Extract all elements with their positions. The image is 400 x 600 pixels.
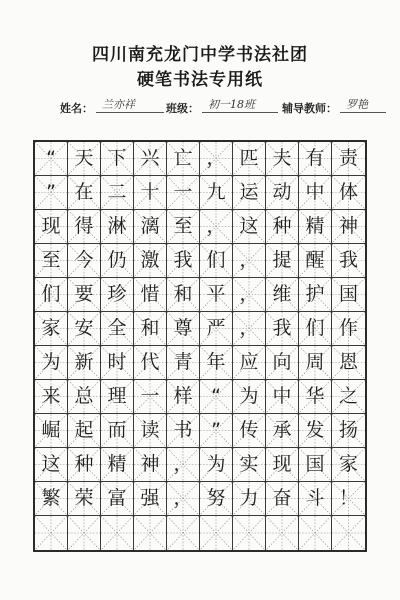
grid-cell (167, 482, 200, 516)
handwritten-character: ” (211, 419, 221, 441)
grid-cell (101, 380, 134, 414)
grid-cell (101, 210, 134, 244)
handwritten-character: 来 (41, 385, 61, 407)
grid-cell (35, 346, 68, 380)
handwritten-character: 应 (239, 351, 259, 373)
grid-cell (35, 244, 68, 278)
grid-cell (266, 210, 299, 244)
handwritten-character: 发 (305, 419, 325, 441)
grid-cell (233, 346, 266, 380)
grid-cell (101, 142, 134, 176)
grid-cell (101, 278, 134, 312)
handwritten-character: 精 (305, 215, 325, 237)
handwritten-character: 向 (272, 351, 292, 373)
handwritten-character (134, 516, 166, 550)
handwritten-character: 周 (305, 351, 325, 373)
handwritten-character: 而 (107, 419, 127, 441)
handwritten-character: 淋 (107, 215, 127, 237)
handwritten-character: “ (211, 385, 221, 407)
calligraphy-grid (35, 142, 365, 550)
handwritten-character: 精 (107, 453, 127, 475)
grid-cell (68, 414, 101, 448)
grid-cell (101, 448, 134, 482)
handwritten-character: 兴 (140, 147, 160, 169)
grid-cell (134, 210, 167, 244)
handwritten-character: 平 (206, 283, 226, 305)
handwritten-character: 时 (107, 351, 127, 373)
handwritten-character: 传 (239, 419, 259, 441)
grid-cell (101, 176, 134, 210)
handwritten-character: 护 (305, 283, 325, 305)
grid-cell (332, 482, 365, 516)
handwritten-character: 中 (272, 385, 292, 407)
grid-cell (233, 414, 266, 448)
handwritten-character: 为 (239, 385, 259, 407)
grid-cell (200, 482, 233, 516)
grid-cell (299, 278, 332, 312)
handwritten-character: 为 (206, 453, 226, 475)
handwritten-character: 十 (140, 181, 160, 203)
grid-cell (332, 176, 365, 210)
handwritten-character: 富 (107, 487, 127, 509)
grid-cell (35, 448, 68, 482)
handwritten-character (233, 516, 265, 550)
handwritten-character: 二 (107, 181, 127, 203)
handwritten-character: 全 (107, 317, 127, 339)
grid-cell (68, 448, 101, 482)
handwritten-character: ， (239, 249, 259, 271)
grid-cell (68, 312, 101, 346)
grid-cell (332, 516, 365, 550)
handwritten-character: 实 (239, 453, 259, 475)
grid-cell (167, 210, 200, 244)
grid-cell (299, 244, 332, 278)
grid-cell (167, 278, 200, 312)
grid-cell (167, 312, 200, 346)
grid-cell (299, 312, 332, 346)
handwritten-character: 书 (173, 419, 193, 441)
grid-cell (101, 346, 134, 380)
grid-cell (233, 448, 266, 482)
handwritten-character: ， (173, 453, 193, 475)
handwritten-character: 仍 (107, 249, 127, 271)
handwritten-character: ” (46, 181, 56, 203)
handwritten-character: 严 (206, 317, 226, 339)
grid-cell (167, 176, 200, 210)
grid-cell (233, 142, 266, 176)
handwritten-character: 维 (272, 283, 292, 305)
handwritten-character: 现 (272, 453, 292, 475)
grid-cell (233, 380, 266, 414)
grid-cell (167, 516, 200, 550)
grid-cell (299, 346, 332, 380)
grid-cell (233, 482, 266, 516)
grid-cell (200, 346, 233, 380)
handwritten-character: 有 (305, 147, 325, 169)
grid-cell (200, 516, 233, 550)
handwritten-character: 新 (74, 351, 94, 373)
grid-cell (200, 380, 233, 414)
grid-cell (68, 244, 101, 278)
grid-cell (332, 142, 365, 176)
handwritten-character (167, 516, 199, 550)
handwritten-character: 珍 (107, 283, 127, 305)
grid-cell (101, 516, 134, 550)
handwritten-character (200, 516, 232, 550)
handwritten-character: 运 (239, 181, 259, 203)
handwritten-character: 安 (74, 317, 94, 339)
grid-cell (68, 210, 101, 244)
handwritten-character: 种 (74, 453, 94, 475)
grid-cell (68, 482, 101, 516)
handwritten-character: 这 (41, 453, 61, 475)
handwritten-character: 夫 (272, 147, 292, 169)
handwritten-character: 我 (173, 249, 193, 271)
handwritten-character: 年 (206, 351, 226, 373)
handwritten-character: 崛 (41, 419, 61, 441)
handwritten-character (35, 516, 67, 550)
handwritten-character: 为 (41, 351, 61, 373)
handwritten-character: 天 (74, 147, 94, 169)
name-value: 兰亦祥 (96, 98, 164, 113)
grid-cell (35, 482, 68, 516)
grid-cell (332, 414, 365, 448)
grid-cell (299, 414, 332, 448)
page-title-school: 四川南充龙门中学书法社团 (92, 45, 308, 65)
handwritten-character: 作 (338, 317, 358, 339)
grid-cell (200, 312, 233, 346)
handwritten-character: ， (239, 283, 259, 305)
grid-cell (332, 210, 365, 244)
grid-cell (266, 346, 299, 380)
handwritten-character (299, 516, 331, 550)
handwritten-character: 我 (338, 249, 358, 271)
grid-cell (167, 380, 200, 414)
handwritten-character (332, 516, 365, 550)
handwritten-character: ， (239, 317, 259, 339)
handwritten-character: 漓 (140, 215, 160, 237)
handwritten-character: 现 (41, 215, 61, 237)
grid-cell (266, 176, 299, 210)
handwritten-character: 动 (272, 181, 292, 203)
handwritten-character: 得 (74, 215, 94, 237)
handwritten-character: 今 (74, 249, 94, 271)
handwritten-character: 家 (338, 453, 358, 475)
grid-cell (200, 278, 233, 312)
handwritten-character: 和 (140, 317, 160, 339)
handwritten-character: 力 (239, 487, 259, 509)
grid-cell (68, 142, 101, 176)
grid-cell (233, 176, 266, 210)
grid-cell (167, 346, 200, 380)
handwritten-character: 强 (140, 487, 160, 509)
handwritten-character: 理 (107, 385, 127, 407)
handwritten-character: 要 (74, 283, 94, 305)
handwritten-character (68, 516, 100, 550)
grid-cell (101, 414, 134, 448)
grid-cell (167, 244, 200, 278)
handwritten-character: 斗 (305, 487, 325, 509)
grid-cell (101, 312, 134, 346)
grid-cell (299, 516, 332, 550)
handwritten-character: 一 (173, 181, 193, 203)
grid-cell (200, 176, 233, 210)
class-label: 班级： (166, 102, 199, 115)
grid-cell (35, 312, 68, 346)
handwritten-character: 青 (173, 351, 193, 373)
grid-cell (35, 176, 68, 210)
handwritten-character: 总 (74, 385, 94, 407)
handwritten-character: 神 (140, 453, 160, 475)
grid-cell (35, 210, 68, 244)
handwritten-character: 责 (338, 147, 358, 169)
grid-cell (101, 482, 134, 516)
handwritten-character: ， (206, 147, 226, 169)
handwritten-character: 醒 (305, 249, 325, 271)
handwritten-character: 这 (239, 215, 259, 237)
teacher-label: 辅导教师： (282, 102, 337, 115)
grid-cell (266, 142, 299, 176)
grid-cell (200, 448, 233, 482)
handwritten-character: 一 (140, 385, 160, 407)
handwritten-character: “ (46, 147, 56, 169)
grid-cell (134, 142, 167, 176)
handwritten-character: 体 (338, 181, 358, 203)
grid-cell (134, 244, 167, 278)
grid-cell (233, 244, 266, 278)
grid-cell (299, 448, 332, 482)
handwritten-character: 们 (206, 249, 226, 271)
grid-cell (134, 482, 167, 516)
handwritten-character: 在 (74, 181, 94, 203)
grid-cell (233, 210, 266, 244)
page-title-paper: 硬笔书法专用纸 (137, 70, 263, 90)
handwritten-character: 中 (305, 181, 325, 203)
grid-cell (332, 346, 365, 380)
grid-cell (200, 414, 233, 448)
grid-cell (332, 278, 365, 312)
grid-cell (200, 142, 233, 176)
grid-cell (299, 210, 332, 244)
handwritten-character: 华 (305, 385, 325, 407)
handwritten-character: 提 (272, 249, 292, 271)
handwritten-character: 至 (41, 249, 61, 271)
handwritten-character: ！ (338, 487, 358, 509)
grid-cell (266, 414, 299, 448)
grid-cell (134, 380, 167, 414)
grid-cell (266, 312, 299, 346)
grid-cell (35, 380, 68, 414)
student-info-row (60, 98, 380, 116)
handwritten-character: 九 (206, 181, 226, 203)
handwritten-character: ， (173, 487, 193, 509)
grid-cell (35, 278, 68, 312)
handwritten-character: 至 (173, 215, 193, 237)
grid-cell (35, 516, 68, 550)
handwritten-character: 努 (206, 487, 226, 509)
grid-cell (233, 516, 266, 550)
grid-cell (134, 176, 167, 210)
grid-cell (332, 448, 365, 482)
handwritten-character: 奋 (272, 487, 292, 509)
grid-cell (299, 142, 332, 176)
handwritten-character: 代 (140, 351, 160, 373)
grid-cell (68, 278, 101, 312)
handwritten-character (266, 516, 298, 550)
grid-cell (68, 176, 101, 210)
handwritten-character: 匹 (239, 147, 259, 169)
grid-cell (134, 448, 167, 482)
grid-cell (167, 414, 200, 448)
handwritten-character: 样 (173, 385, 193, 407)
grid-cell (200, 244, 233, 278)
grid-cell (134, 278, 167, 312)
calligraphy-grid-frame (33, 140, 367, 552)
class-value: 初一18班 (202, 98, 278, 113)
grid-cell (134, 414, 167, 448)
grid-cell (167, 448, 200, 482)
grid-cell (167, 142, 200, 176)
handwritten-character: 尊 (173, 317, 193, 339)
grid-cell (68, 516, 101, 550)
grid-cell (68, 346, 101, 380)
grid-cell (299, 482, 332, 516)
grid-cell (134, 312, 167, 346)
grid-cell (200, 210, 233, 244)
grid-cell (266, 448, 299, 482)
grid-cell (266, 482, 299, 516)
grid-cell (299, 176, 332, 210)
handwritten-character: 恩 (338, 351, 358, 373)
grid-cell (266, 244, 299, 278)
grid-cell (332, 380, 365, 414)
grid-cell (101, 244, 134, 278)
handwritten-character: 扬 (338, 419, 358, 441)
handwritten-character: 惜 (140, 283, 160, 305)
grid-cell (266, 516, 299, 550)
handwritten-character: 家 (41, 317, 61, 339)
grid-cell (134, 346, 167, 380)
grid-cell (266, 278, 299, 312)
handwritten-character: 和 (173, 283, 193, 305)
handwritten-character: 们 (305, 317, 325, 339)
handwritten-character: 国 (338, 283, 358, 305)
grid-cell (266, 380, 299, 414)
handwritten-character (101, 516, 133, 550)
grid-cell (35, 142, 68, 176)
handwritten-character: 读 (140, 419, 160, 441)
handwritten-character: 神 (338, 215, 358, 237)
handwritten-character: 荣 (74, 487, 94, 509)
grid-cell (233, 312, 266, 346)
handwritten-character: 种 (272, 215, 292, 237)
handwritten-character: 我 (272, 317, 292, 339)
grid-cell (134, 516, 167, 550)
grid-cell (332, 244, 365, 278)
grid-cell (35, 414, 68, 448)
handwritten-character: 激 (140, 249, 160, 271)
handwritten-character: 亡 (173, 147, 193, 169)
grid-cell (68, 380, 101, 414)
handwritten-character: 之 (338, 385, 358, 407)
handwritten-character: 国 (305, 453, 325, 475)
grid-cell (233, 278, 266, 312)
handwritten-character: 们 (41, 283, 61, 305)
handwritten-character: 起 (74, 419, 94, 441)
handwritten-character: 繁 (41, 487, 61, 509)
grid-cell (332, 312, 365, 346)
handwritten-character: 下 (107, 147, 127, 169)
name-label: 姓名： (60, 102, 93, 115)
handwritten-character: ， (206, 215, 226, 237)
grid-cell (299, 380, 332, 414)
teacher-value: 罗艳 (340, 98, 386, 113)
handwritten-character: 承 (272, 419, 292, 441)
